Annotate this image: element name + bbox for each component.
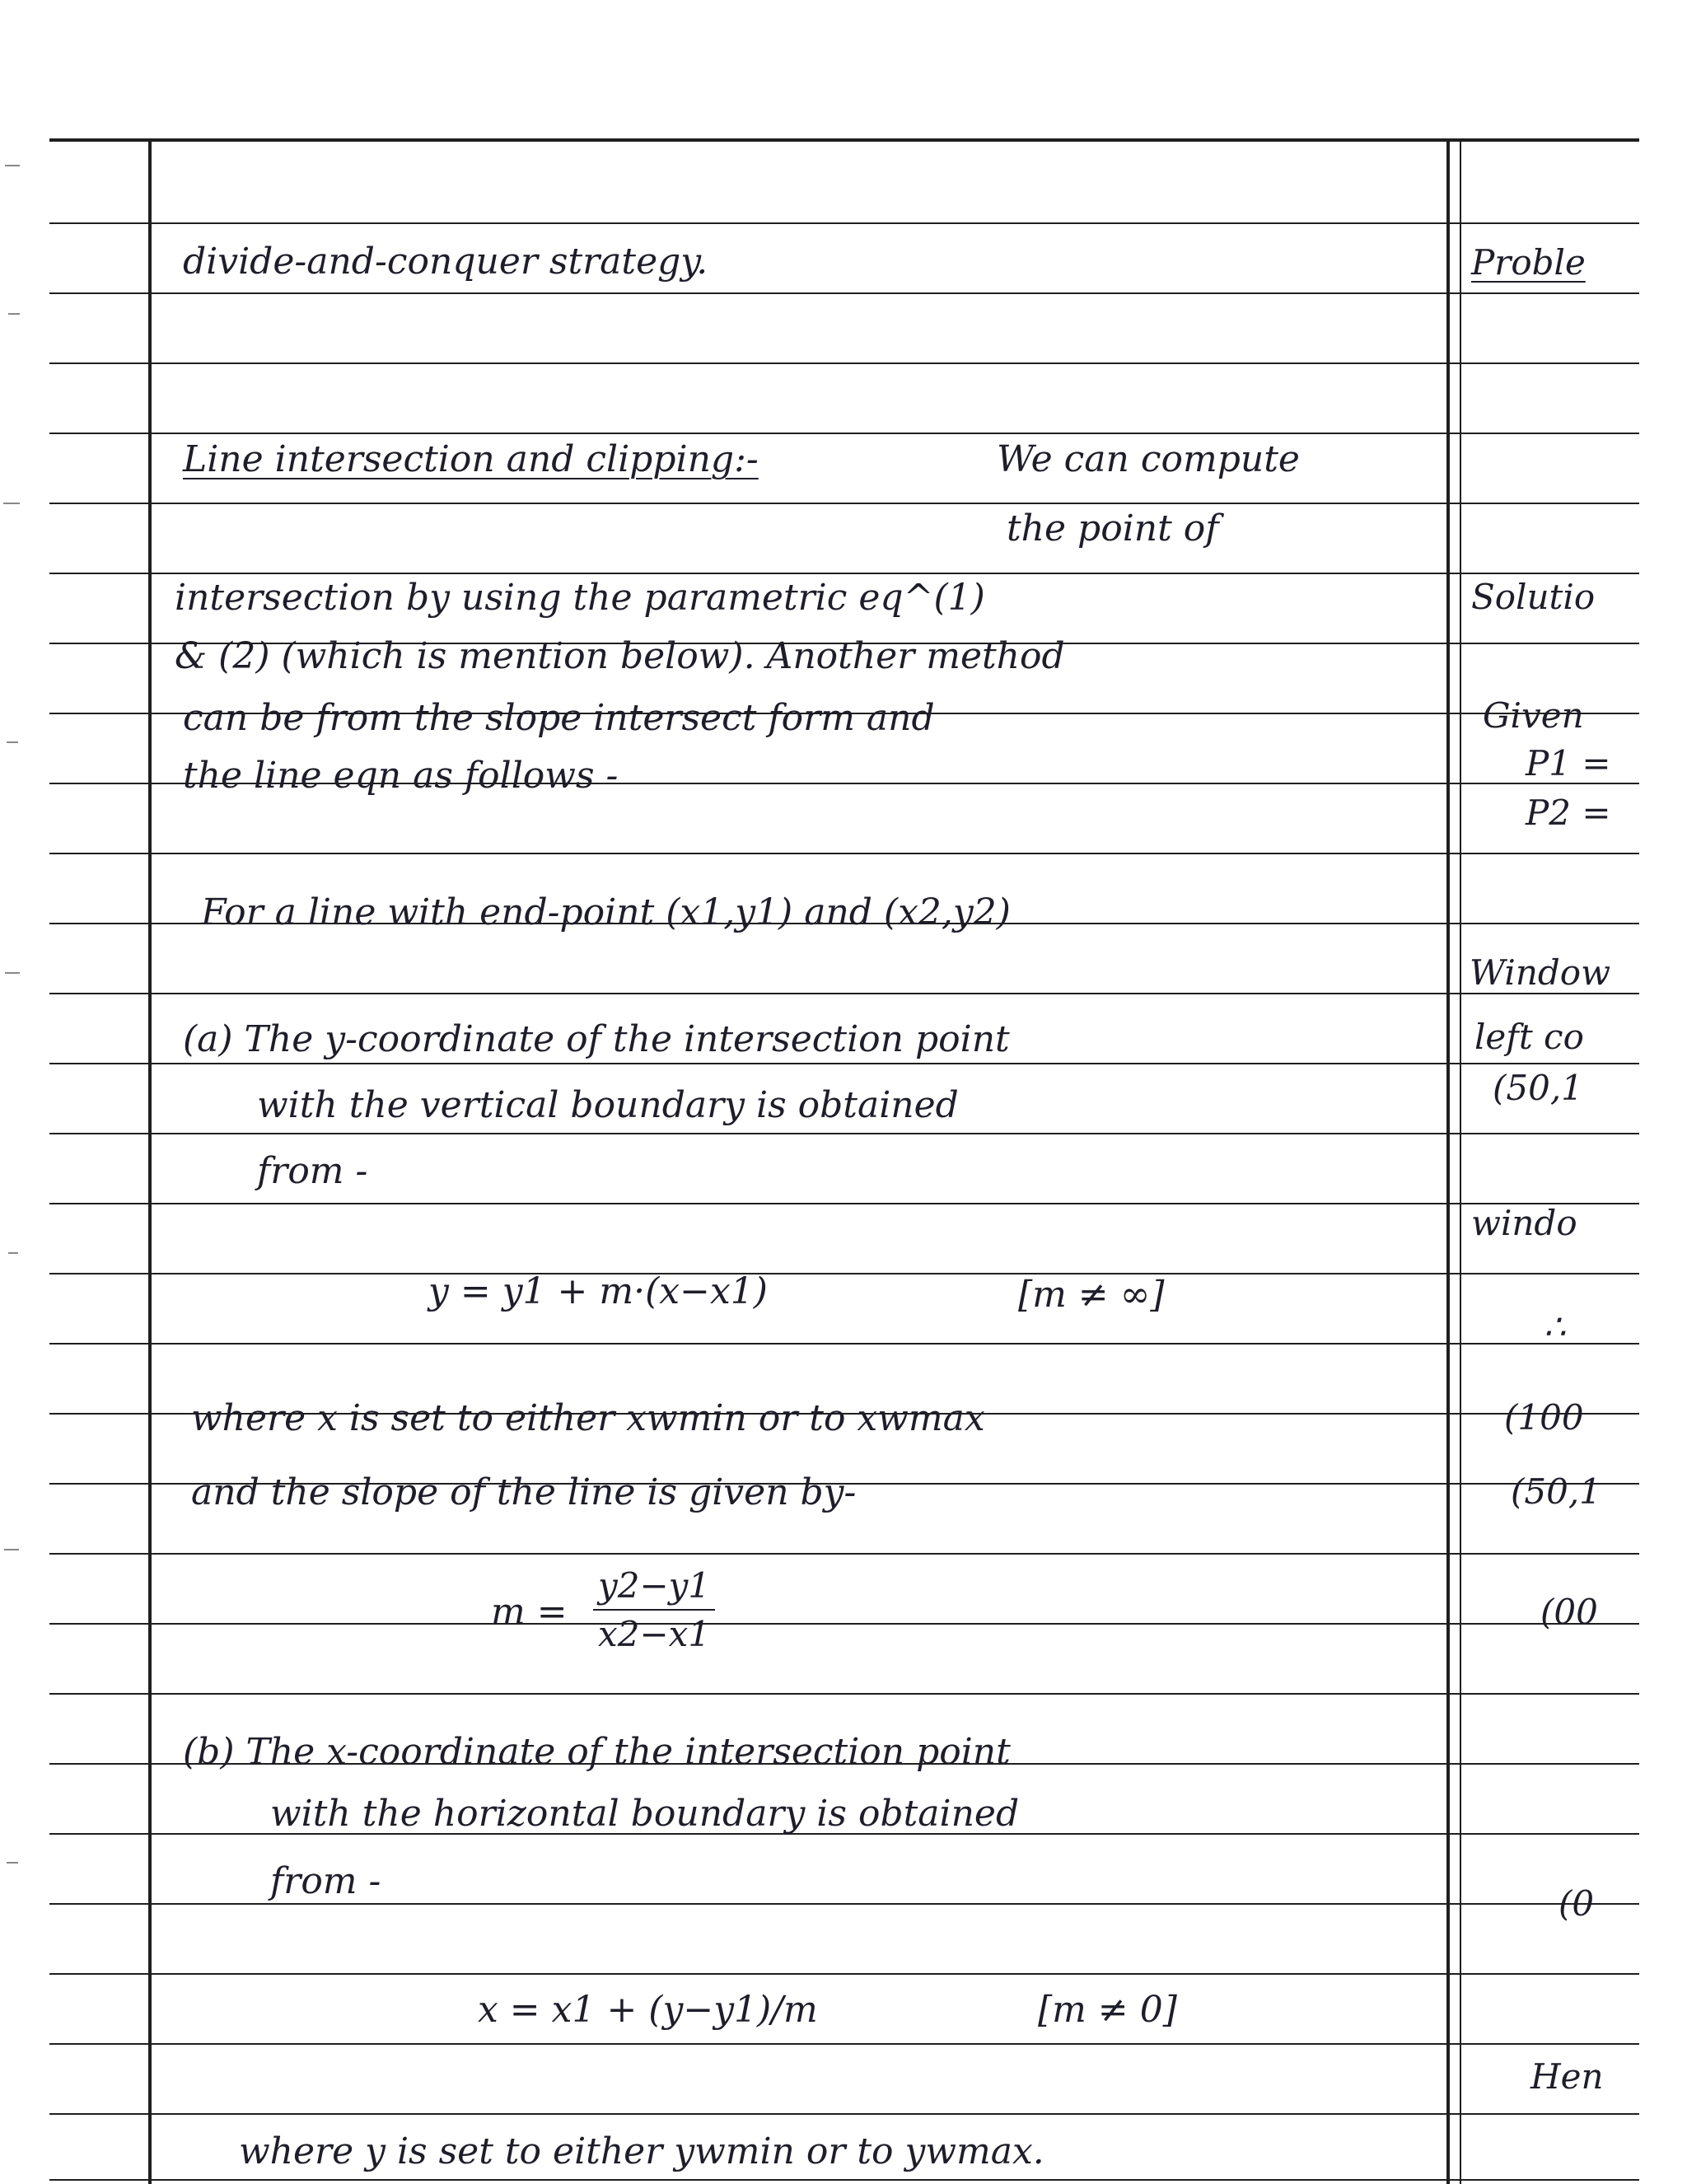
scan-mark <box>5 165 20 166</box>
right-margin-line-inner <box>1460 140 1461 2184</box>
note-line: & (2) (which is mention below). Another method <box>175 635 1065 677</box>
ruled-line <box>49 362 1639 364</box>
margin-text: Window <box>1470 952 1611 993</box>
note-line: divide-and-conquer strategy. <box>183 241 708 283</box>
note-line: with the vertical boundary is obtained <box>257 1084 959 1126</box>
margin-text: ∴ <box>1544 1307 1566 1347</box>
ruled-line <box>49 1553 1639 1555</box>
slope-label: m = <box>491 1591 568 1633</box>
scan-mark <box>4 1549 19 1550</box>
note-line: the point of <box>1007 507 1219 550</box>
ruled-line <box>49 993 1639 994</box>
scan-mark <box>5 972 20 974</box>
margin-text: P1 = <box>1526 743 1611 783</box>
ruled-line <box>49 2113 1639 2115</box>
margin-text: left co <box>1474 1017 1584 1057</box>
ruled-line <box>49 1133 1639 1134</box>
margin-text: Given <box>1483 695 1584 736</box>
ruled-line <box>49 1973 1639 1975</box>
margin-text: Proble <box>1471 242 1586 283</box>
margin-text: (50,1 <box>1493 1068 1583 1108</box>
top-margin-rule <box>49 138 1639 142</box>
margin-text: (50,1 <box>1511 1471 1601 1512</box>
scan-mark <box>8 1252 18 1254</box>
note-line: from - <box>270 1860 381 1902</box>
margin-text: (100 <box>1504 1397 1584 1438</box>
note-line: the line eqn as follows - <box>183 755 619 797</box>
slope-numerator: y2−y1 <box>598 1565 711 1606</box>
note-line: can be from the slope intersect form and <box>183 697 935 739</box>
note-line: with the horizontal boundary is obtained <box>270 1793 1020 1835</box>
ruled-line <box>49 1623 1639 1625</box>
ruled-line <box>49 2043 1639 2045</box>
ruled-line <box>49 433 1639 434</box>
ruled-line <box>49 853 1639 854</box>
ruled-line <box>49 1343 1639 1345</box>
margin-text: Hen <box>1530 2056 1604 2097</box>
equation: y = y1 + m·(x−x1) <box>428 1270 768 1312</box>
ruled-line <box>49 1203 1639 1204</box>
note-line: where x is set to either xwmin or to xwmax <box>191 1397 985 1439</box>
ruled-line <box>49 573 1639 574</box>
margin-text: (00 <box>1540 1592 1598 1632</box>
note-line: We can compute <box>997 438 1300 480</box>
margin-text: Solutio <box>1471 577 1596 617</box>
slope-fraction <box>593 1565 715 1654</box>
ruled-line <box>49 222 1639 224</box>
note-line: For a line with end-point (x1,y1) and (x2,y2) <box>201 891 1011 933</box>
note-line: from - <box>257 1150 368 1192</box>
left-margin-line <box>148 140 152 2184</box>
fraction-bar <box>593 1609 715 1611</box>
slope-denominator: x2−x1 <box>598 1614 711 1654</box>
ruled-line <box>49 1693 1639 1695</box>
ruled-line <box>49 292 1639 294</box>
margin-text: (0 <box>1558 1883 1595 1924</box>
ruled-line <box>49 503 1639 504</box>
note-line: where y is set to either ywmin or to ywmax. <box>239 2130 1044 2172</box>
note-line: and the slope of the line is given by- <box>191 1471 857 1513</box>
ruled-line <box>49 1063 1639 1064</box>
ruled-line <box>49 2179 1639 2181</box>
ruled-line <box>49 1273 1639 1274</box>
scan-mark <box>8 313 20 315</box>
equation-condition: [m ≠ ∞] <box>1018 1274 1165 1316</box>
scan-mark <box>7 741 18 743</box>
note-line: (a) The y-coordinate of the intersection point <box>183 1018 1010 1060</box>
right-margin-line <box>1446 140 1450 2184</box>
equation-condition: [m ≠ 0] <box>1038 1989 1177 2031</box>
margin-text: windo <box>1471 1203 1577 1243</box>
equation: x = x1 + (y−y1)/m <box>478 1989 818 2031</box>
note-line: intersection by using the parametric eq^(1) <box>175 577 985 619</box>
scan-mark <box>3 503 20 504</box>
ruled-line <box>49 1903 1639 1905</box>
margin-text: P2 = <box>1526 793 1611 833</box>
section-heading: Line intersection and clipping:- <box>183 438 759 480</box>
scan-mark <box>7 1862 18 1864</box>
note-line: (b) The x-coordinate of the intersection point <box>183 1731 1011 1773</box>
